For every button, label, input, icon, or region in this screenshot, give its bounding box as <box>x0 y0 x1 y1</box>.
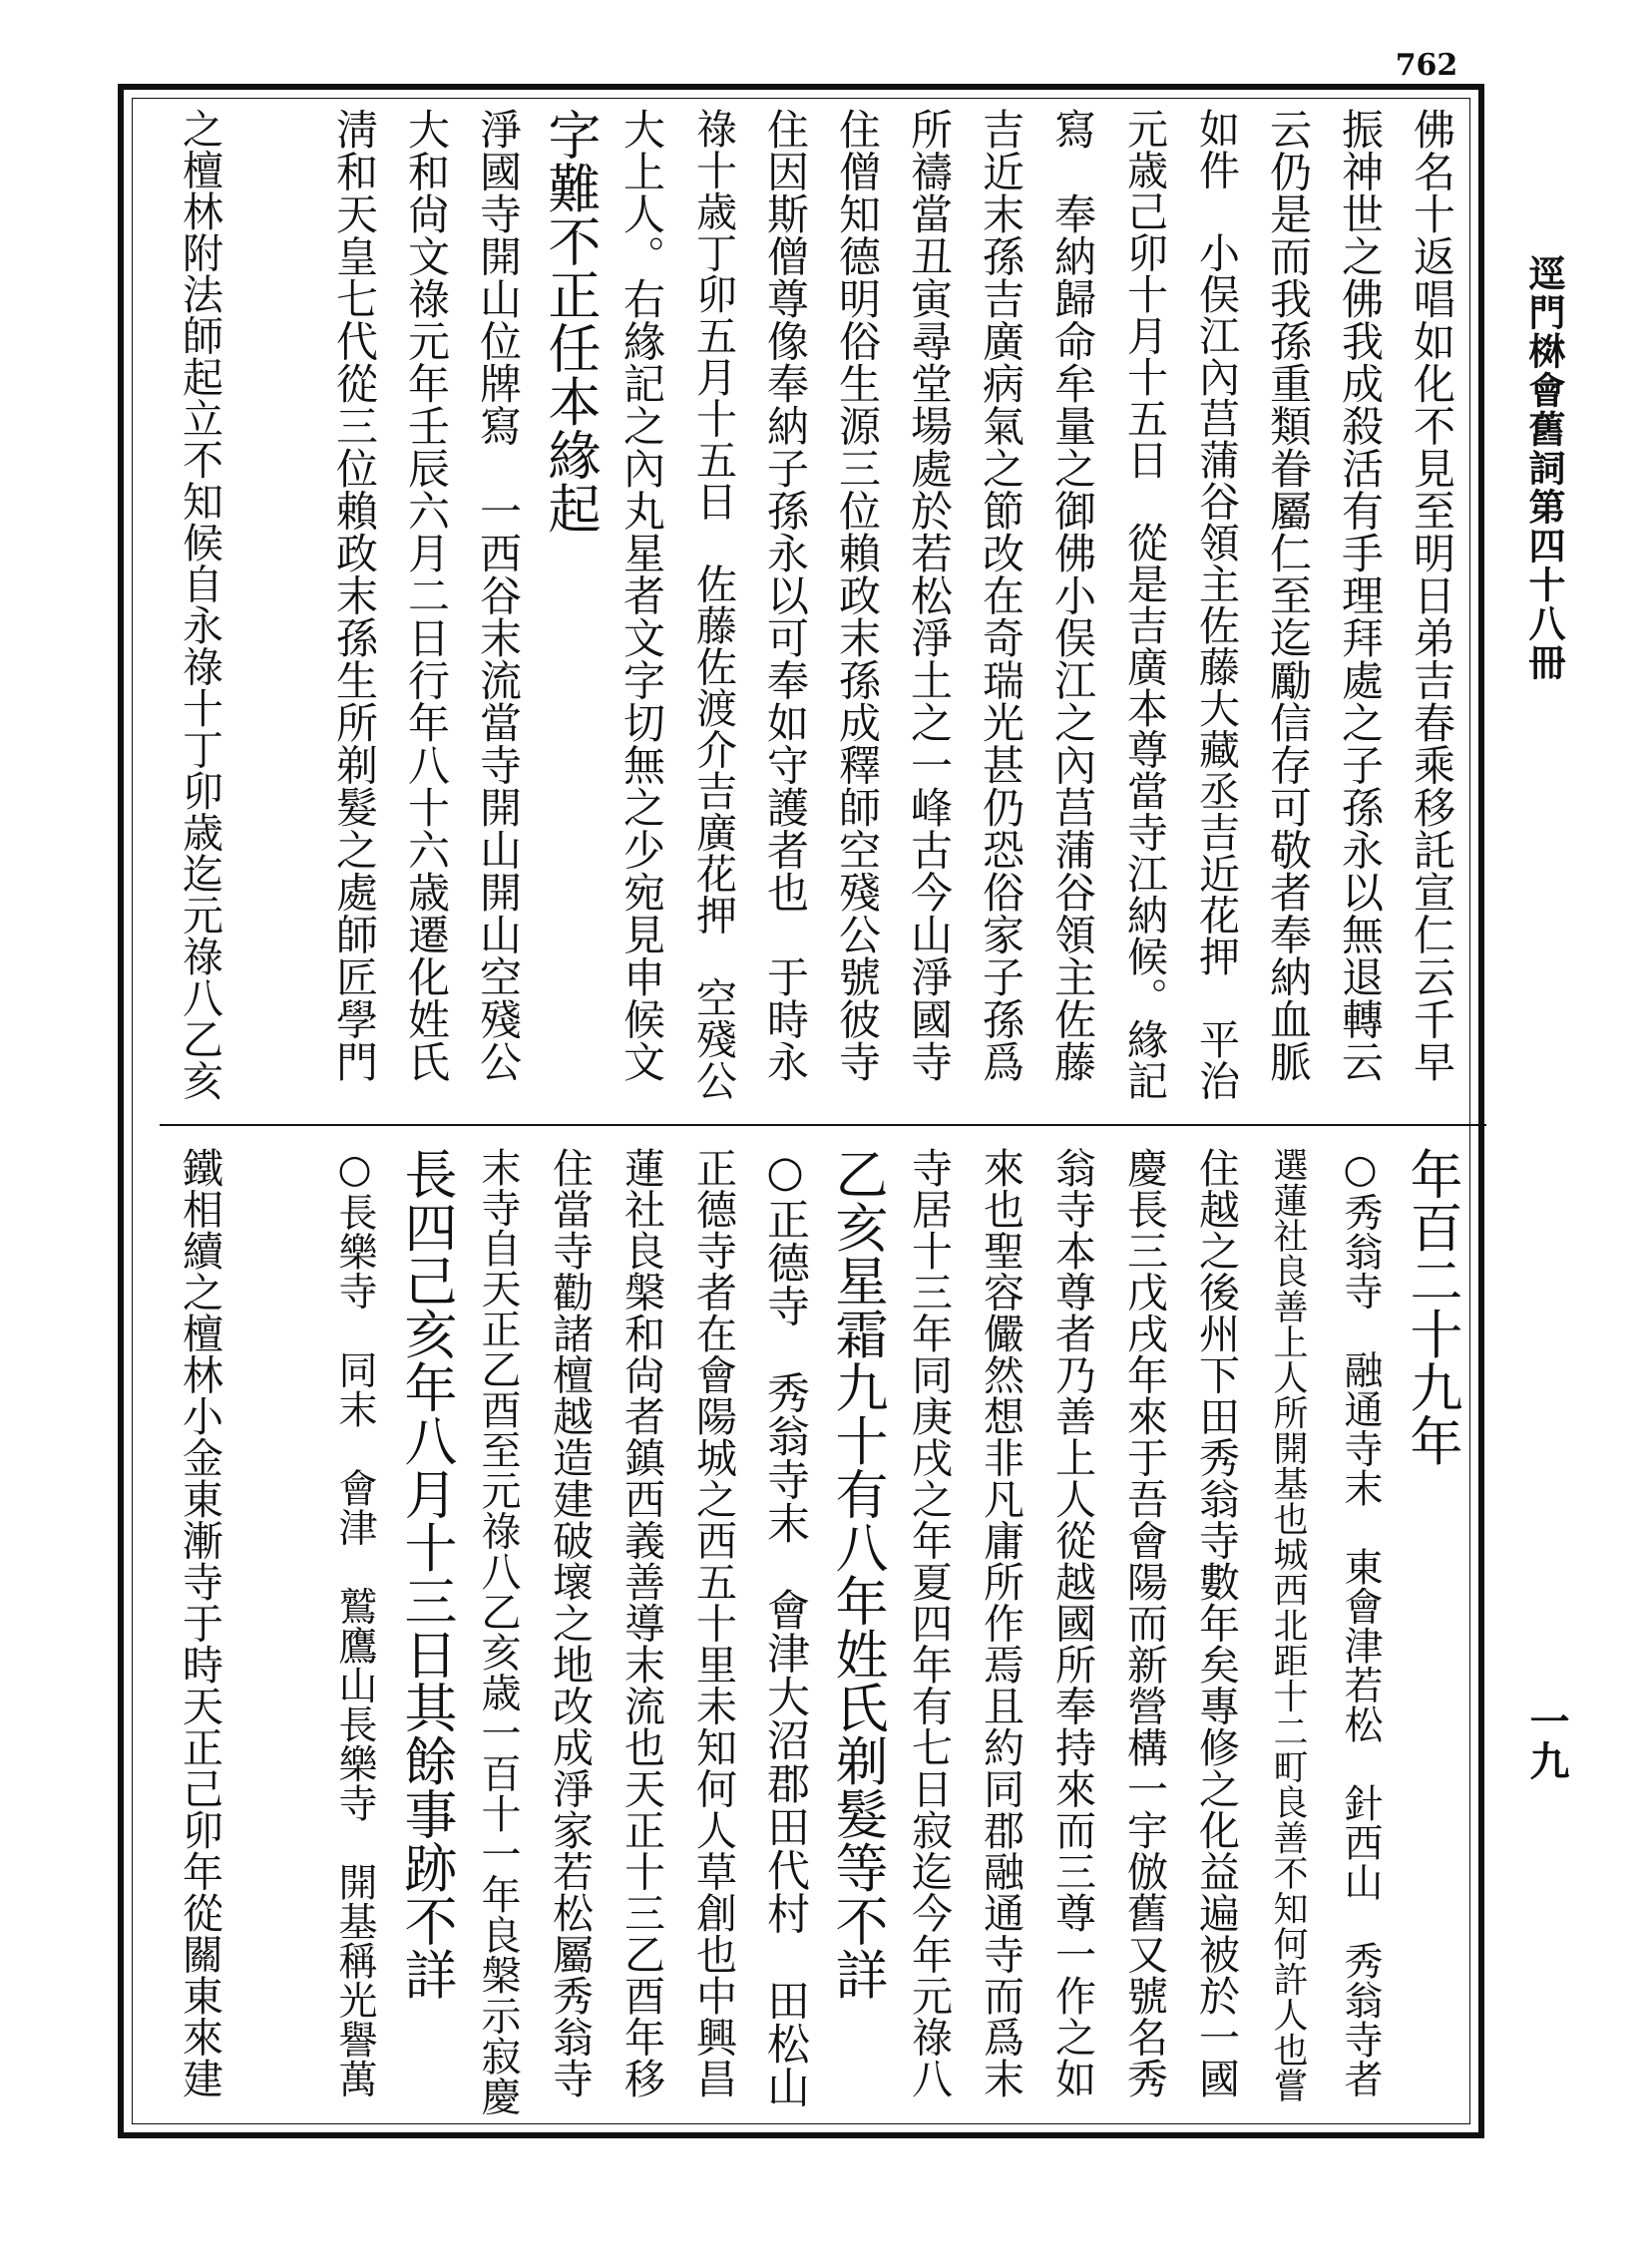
text-column: 佛名十返唱如化不見至明日弟吉春乘移託宣仁云千早 <box>1408 108 1456 1083</box>
folio-number: 一九 <box>1523 1701 1570 1780</box>
text-column: 來也聖容儼然想非凡庸所作焉且約同郡融通寺而爲末 <box>977 1147 1025 2099</box>
text-column: 寫 奉納歸命牟量之御佛小俣江之內莒蒲谷領主佐藤 <box>1048 108 1097 1083</box>
text-column: 淸和天皇七代從三位賴政末孫生所剃髮之處師匠學門 <box>330 108 379 1083</box>
text-column: 云仍是而我孫重類眷屬仁至迄勵信存可敬者奉納血脈 <box>1264 108 1313 1083</box>
page-number: 762 <box>1395 48 1458 83</box>
text-column: 住越之後州下田秀翁寺數年矣專修之化益遍被於一國 <box>1192 1147 1240 2099</box>
text-column: 大上人。右緣記之內丸星者文字切無之少宛見申候文 <box>617 108 666 1083</box>
text-column: 末寺自天正乙酉至元祿八乙亥歳一百十一年良槃示寂慶 <box>475 1147 521 2116</box>
text-column: 祿十歳丁卯五月十五日 佐藤佐渡介吉廣花押 空殘公 <box>689 108 737 1101</box>
running-head: 逕門棥會舊詞第四十八冊 <box>1522 254 1565 682</box>
text-column: 寺居十三年同庚戌之年夏四年有七日寂迄今年元祿八 <box>905 1147 953 2099</box>
text-column: 住當寺勸諸檀越造建破壞之地改成淨家若松屬秀翁寺 <box>546 1147 594 2099</box>
text-column: 鐵相續之檀林小金東漸寺于時天正己卯年從關東來建 <box>176 1147 223 2099</box>
text-column: 正德寺者在會陽城之西五十里未知何人草創也中興昌 <box>689 1147 737 2099</box>
text-column: 慶長三戊戌年來于吾會陽而新營構一宇倣舊又號名秀 <box>1120 1147 1168 2099</box>
text-column: 翁寺本尊者乃善上人從越國所奉持來而三尊一作之如 <box>1048 1147 1096 2099</box>
text-column: ○秀翁寺 融通寺末 東會津若松 針西山 秀翁寺者 <box>1338 1147 1383 2098</box>
text-column: ○長樂寺 同末 會津 鷲鷹山長樂寺 開基稱光譽萬 <box>332 1147 377 2098</box>
text-column: 元歳己卯十月十五日 從是吉廣本尊當寺江納候。緣記 <box>1120 108 1168 1101</box>
text-column: 年百二十九年 <box>1402 1147 1462 1467</box>
text-column: 住因斯僧尊像奉納子孫永以可奉如守護者也 于時永 <box>761 108 810 1083</box>
text-column: 淨國寺開山位牌寫 一西谷末流當寺開山開山空殘公 <box>474 108 523 1083</box>
text-column: 住僧知德明俗生源三位賴政末孫成釋師空殘公號彼寺 <box>833 108 882 1083</box>
text-column: 長四己亥年八月十三日其餘事跡不詳 <box>396 1147 457 2001</box>
text-column: 如件 小俣江內莒蒲谷領主佐藤大藏丞吉近花押 平治 <box>1192 108 1240 1101</box>
text-column: 大和尙文祿元年壬辰六月二日行年八十六歳遷化姓氏 <box>402 108 451 1083</box>
text-column: 蓮社良槃和尙者鎮西義善導末流也天正十三乙酉年移 <box>617 1147 665 2099</box>
section-divider <box>160 1124 1486 1126</box>
text-column: 吉近末孫吉廣病氣之節改在奇瑞光甚仍恐俗家子孫爲 <box>977 108 1026 1083</box>
text-column: 所禱當丑寅尋堂場處於若松淨土之一峰古今山淨國寺 <box>905 108 954 1083</box>
text-column: 振神世之佛我成殺活有手理拜處之子孫永以無退轉云 <box>1336 108 1385 1083</box>
text-column: 乙亥星霜九十有八年姓氏剃髮等不詳 <box>827 1147 888 2001</box>
text-column: 選蓮社良善上人所開基也城西北距十二町良善不知何許人也嘗 <box>1268 1147 1308 2103</box>
text-column: 字難不正任本緣起 <box>540 108 601 535</box>
text-column: 之檀林附法師起立不知候自永祿十丁卯歳迄元祿八乙亥 <box>176 108 223 1101</box>
text-column: ○正德寺 秀翁寺末 會津大沼郡田代村 田松山 <box>760 1147 810 2108</box>
